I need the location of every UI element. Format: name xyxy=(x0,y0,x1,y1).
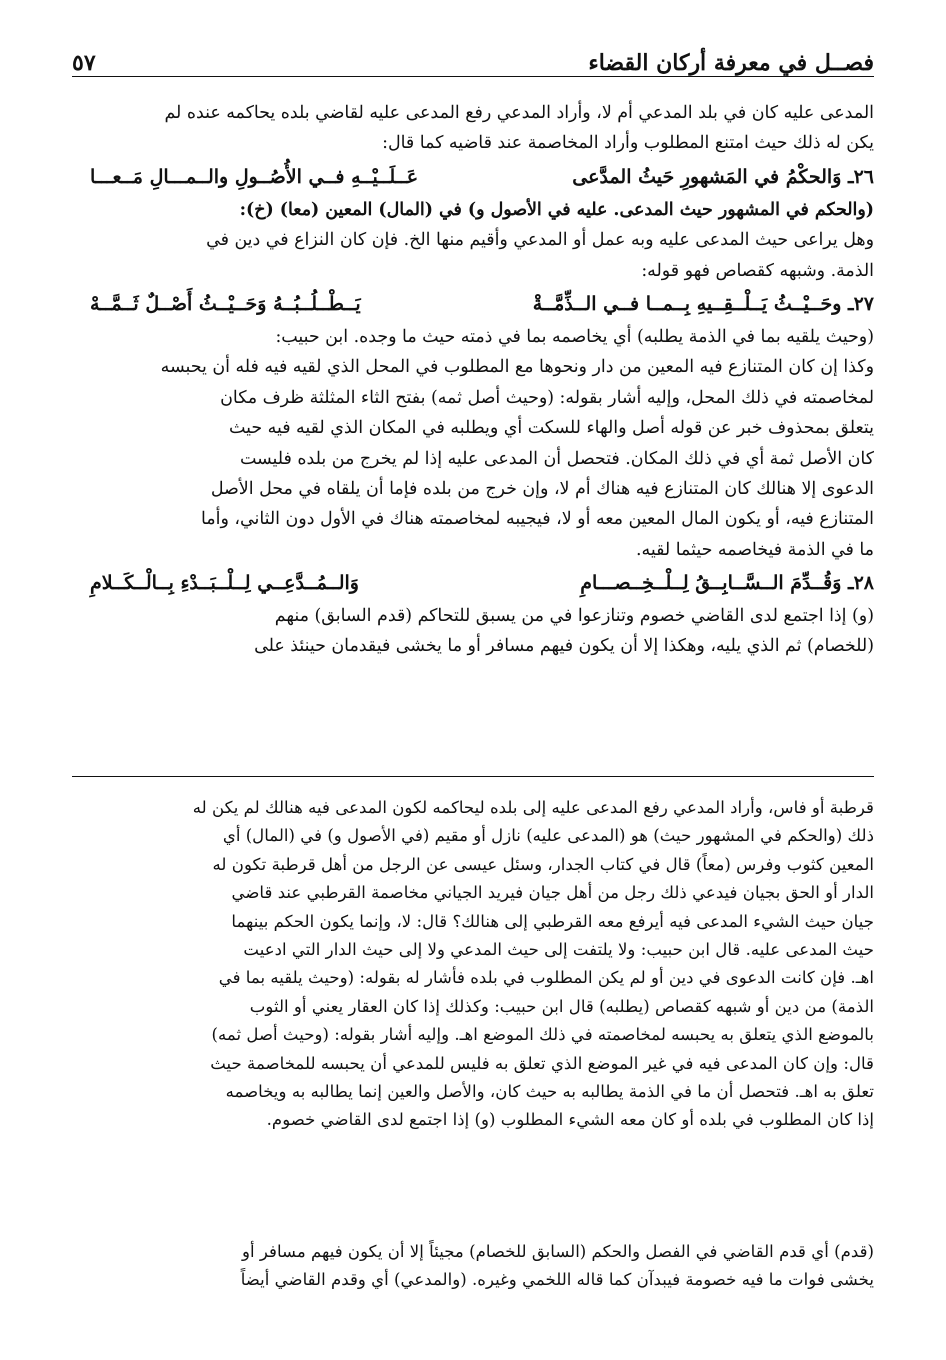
text-line: (للخصام) ثم الذي يليه، وهكذا إلا أن يكون فيهم مسافر أو ما يخشى فيقدمان حينئذ على xyxy=(254,636,874,657)
text-line: (و) إذا اجتمع لدى القاضي خصوم وتنازعوا في من يسبق للتحاكم (قدم السابق) منهم xyxy=(274,606,874,627)
footnote-commentary-2 xyxy=(72,1238,874,1295)
footnote-line: قرطبة أو فاس، وأراد المدعي رفع المدعى عليه إلى بلده ليحاكمه لكون المدعى فيه هنالك لم يكن له xyxy=(192,798,874,817)
footnote-line: يخشى فوات ما فيه خصومة فيبدآن كما قاله اللخمي وغيره. (والمدعي) أي وقدم القاضي أيضاً xyxy=(240,1270,874,1290)
chapter-title: فصــل في معرفة أركان القضاء xyxy=(588,50,874,76)
verse-28 xyxy=(72,565,874,601)
text-line: (وحيث يلقيه بما في الذمة يطلبه) أي يخاصمه بما في ذمته حيث ما وجده. ابن حبيب: xyxy=(275,326,874,347)
footnote-line: المعين كثوب وفرس (معاً) قال في كتاب الجدار، وسئل عيسى عن الرجل من أهل قرطبة تكون له xyxy=(212,854,874,874)
text-line: الدعوى إلا هنالك كان المتنازع فيه هناك أم لا، وإن خرج من بلده فإما أن يلقاه في محل الأصل xyxy=(210,478,874,499)
footnote-line: تعلق به اهـ. فتحصل أن ما في الذمة يطالبه به حيث كان، والأصل والعين إنما يطالبه به ويخاصمه xyxy=(225,1081,874,1101)
text-line: المدعى عليه كان في بلد المدعي أم لا، وأراد المدعي رفع المدعى عليه لقاضي بلده يحاكمه عنده لم xyxy=(164,103,874,123)
footnote-line: ذلك (والحكم في المشهور حيث) هو (المدعى عليه) نازل أو مقيم (في الأصول و) في (المال) أي xyxy=(222,826,874,846)
verse-hemistich-second: يَــطْــلُــبُــهُ وَحَــيْــثُ أَصْــلٌ ثَــمَّــهْ xyxy=(90,292,361,315)
text-line: وكذا إن كان المتنازع فيه المعين من دار ونحوها مع المطلوب في المحل الذي لقيه فيه فله أن يحبسه xyxy=(160,357,874,378)
text-line: لمخاصمته في ذلك المحل، وإليه أشار بقوله: (وحيث أصل ثمه) بفتح الثاء المثلثة ظرف مكان xyxy=(220,387,874,408)
footnote-line: حيث المدعى عليه. قال ابن حبيب: ولا يلتفت إلى حيث المدعي ولا إلى حيث الدار التي ادعيت xyxy=(243,939,874,959)
running-header xyxy=(72,30,874,77)
text-line: وهل يراعى حيث المدعى عليه وبه عمل أو المدعي وأقيم منها الخ. فإن كان النزاع في دين في xyxy=(206,230,874,251)
text-line: ما في الذمة فيخاصمه حيثما لقيه. xyxy=(636,539,874,560)
verse-hemistich-second: عَــلَــيْــهِ فــي الأُصُــولِ والــمـــالِ مَــعـــا xyxy=(90,165,419,188)
verse-hemistich-first: ٢٧ـ وحَــيْــثُ يَــلْــقِــيهِ بِــمــا فــي الــذِّمَّــةْ xyxy=(532,292,874,315)
verse-26 xyxy=(72,159,874,195)
footnote-line: قال: وإن كان المدعى فيه في غير الموضع الذي تعلق به فليس للمدعي أن يحبسه للمخاصمة حيث xyxy=(210,1053,874,1073)
footnote-divider xyxy=(72,776,874,777)
footnote-line: جيان حيث الشيء المدعى فيه أيرفع معه القرطبي إلى هنالك؟ قال: لا، وإنما يكون الحكم بينهما xyxy=(231,911,874,931)
main-text xyxy=(72,98,874,662)
text-line: يكن له ذلك حيث امتنع المطلوب وأراد المخاصمة عند قاضيه كما قال: xyxy=(382,133,874,154)
footnote-line: (قدم) أي قدم القاضي في الفصل والحكم (السابق للخصام) مجيئاً إلا أن يكون فيهم مسافر أو xyxy=(242,1242,874,1261)
verse-hemistich-second: وَالــمُــدَّعِــي لِــلْــبَــدْءِ بِــالْــكَــلامِ xyxy=(90,572,359,595)
page-number: ٥٧ xyxy=(72,50,96,76)
verse-27 xyxy=(72,286,874,322)
footnote-commentary xyxy=(72,794,874,1135)
verse-hemistich-first: ٢٦ـ وَالحكْمُ في المَشهورِ حَيثُ المدَّعى xyxy=(572,165,874,188)
footnote-line: إذا كان المطلوب في بلده أو كان معه الشيء المطلوب (و) إذا اجتمع لدى القاضي خصوم. xyxy=(266,1110,874,1130)
verse-hemistich-first: ٢٨ـ وَقُــدِّمَ الــسَّــابِــقُ لِــلْــخِــصـــامِ xyxy=(580,572,874,595)
footnote-line: الذمة) من دين أو شبهه كقصاص (يطلبه) قال ابن حبيب: وكذلك إذا كان العقار يعني أو الثوب xyxy=(249,996,874,1016)
text-line: يتعلق بمحذوف خبر عن قوله أصل والهاء للسكت أي ويطلبه في المكان الذي لقيه فيه حيث xyxy=(229,418,874,439)
footnote-line: بالموضع الذي يتعلق به يحبسه لمخاصمته في ذلك الموضع اهـ. وإليه أشار بقوله: (وحيث أصل ثمه) xyxy=(211,1025,874,1045)
text-line: (والحكم في المشهور حيث المدعى. عليه في الأصول و) في (المال) المعين (معا) (خ): xyxy=(239,199,874,220)
text-line: كان الأصل ثمة أي في ذلك المكان. فتحصل أن المدعى عليه إذا لم يخرج من بلده فليست xyxy=(239,448,874,469)
text-line: الذمة. وشبهه كقصاص فهو قوله: xyxy=(641,260,874,281)
footnote-line: اهـ. فإن كانت الدعوى في دين أو لم يكن المطلوب في بلده فأشار له بقوله: (وحيث يلقيه بما في xyxy=(218,968,874,988)
footnote-line: الدار أو الحق بجيان فيدعي ذلك رجل من أهل جيان فيريد الجياني مخاصمة القرطبي عند قاضي xyxy=(231,883,874,903)
text-line: المتنازع فيه، أو يكون المال المعين معه أو لا، فيجيبه لمخاصمته هناك في الأول دون الثاني، وأما xyxy=(201,509,874,530)
